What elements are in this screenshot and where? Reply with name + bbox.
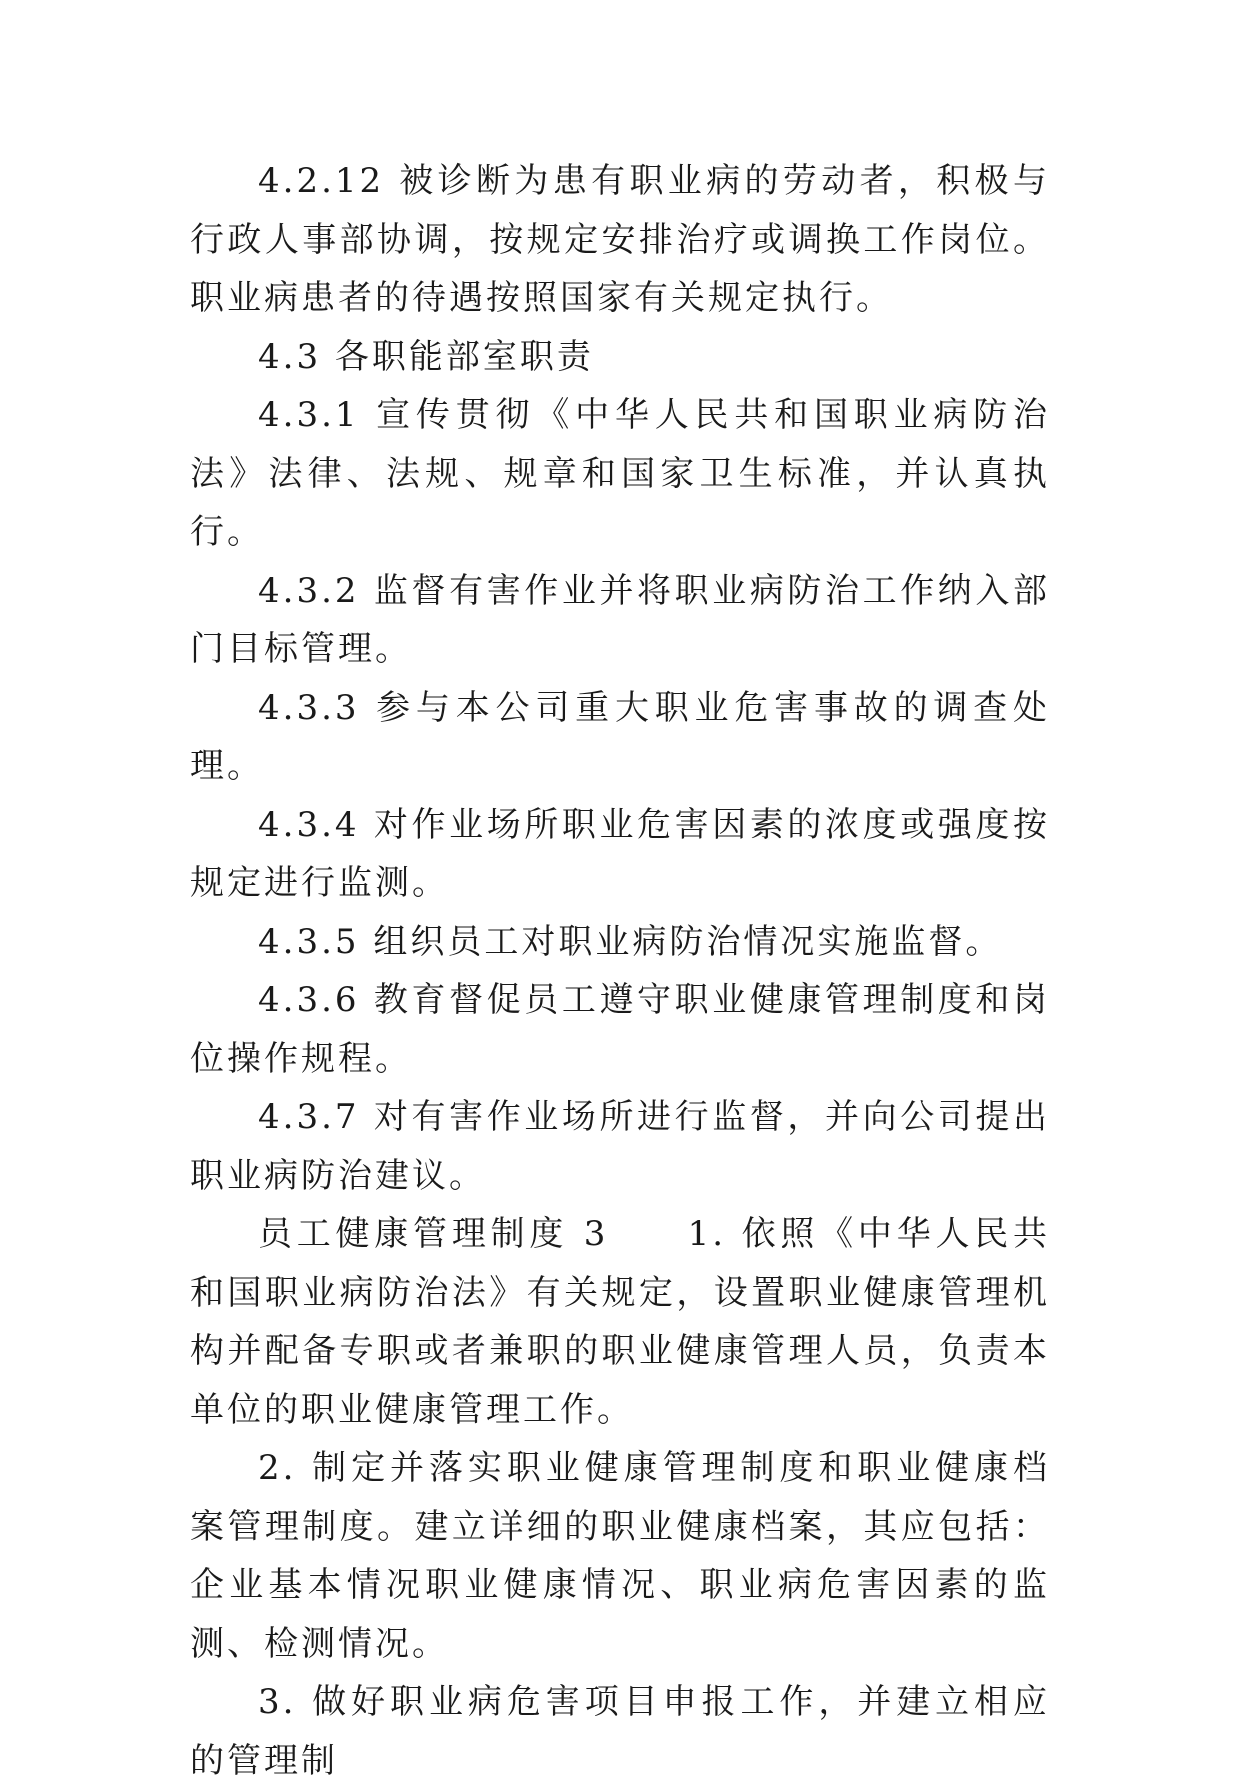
paragraph-4-3-3: 4.3.3 参与本公司重大职业危害事故的调查处理。 [190, 687, 1050, 786]
paragraph-rule-2: 2. 制定并落实职业健康管理制度和职业健康档案管理制度。建立详细的职业健康档案，其应包括：企业基本情况职业健康情况、职业病危害因素的监测、检测情况。 [190, 1448, 1050, 1664]
paragraph-4-3-4: 4.3.4 对作业场所职业危害因素的浓度或强度按规定进行监测。 [190, 804, 1050, 903]
document-body [190, 152, 1050, 1790]
section-heading-4-3: 4.3 各职能部室职责 [258, 336, 594, 377]
paragraph-4-3-7: 4.3.7 对有害作业场所进行监督，并向公司提出职业病防治建议。 [190, 1097, 1050, 1196]
paragraph-4-2-12: 4.2.12 被诊断为患有职业病的劳动者，积极与行政人事部协调，按规定安排治疗或调换工作岗位。职业病患者的待遇按照国家有关规定执行。 [190, 161, 1050, 318]
paragraph-rule-3: 3. 做好职业病危害项目申报工作，并建立相应的管理制 [190, 1682, 1050, 1781]
paragraph-4-3-5: 4.3.5 组织员工对职业病防治情况实施监督。 [258, 921, 1003, 962]
paragraph-4-3-6: 4.3.6 教育督促员工遵守职业健康管理制度和岗位操作规程。 [190, 980, 1050, 1079]
paragraph-4-3-1: 4.3.1 宣传贯彻《中华人民共和国职业病防治法》法律、法规、规章和国家卫生标准，并认真执行。 [190, 395, 1050, 552]
paragraph-rule-1: 员工健康管理制度 3 1. 依照《中华人民共和国职业病防治法》有关规定，设置职业健康管理机构并配备专职或者兼职的职业健康管理人员，负责本单位的职业健康管理工作。 [190, 1214, 1050, 1430]
paragraph-4-3-2: 4.3.2 监督有害作业并将职业病防治工作纳入部门目标管理。 [190, 570, 1050, 669]
